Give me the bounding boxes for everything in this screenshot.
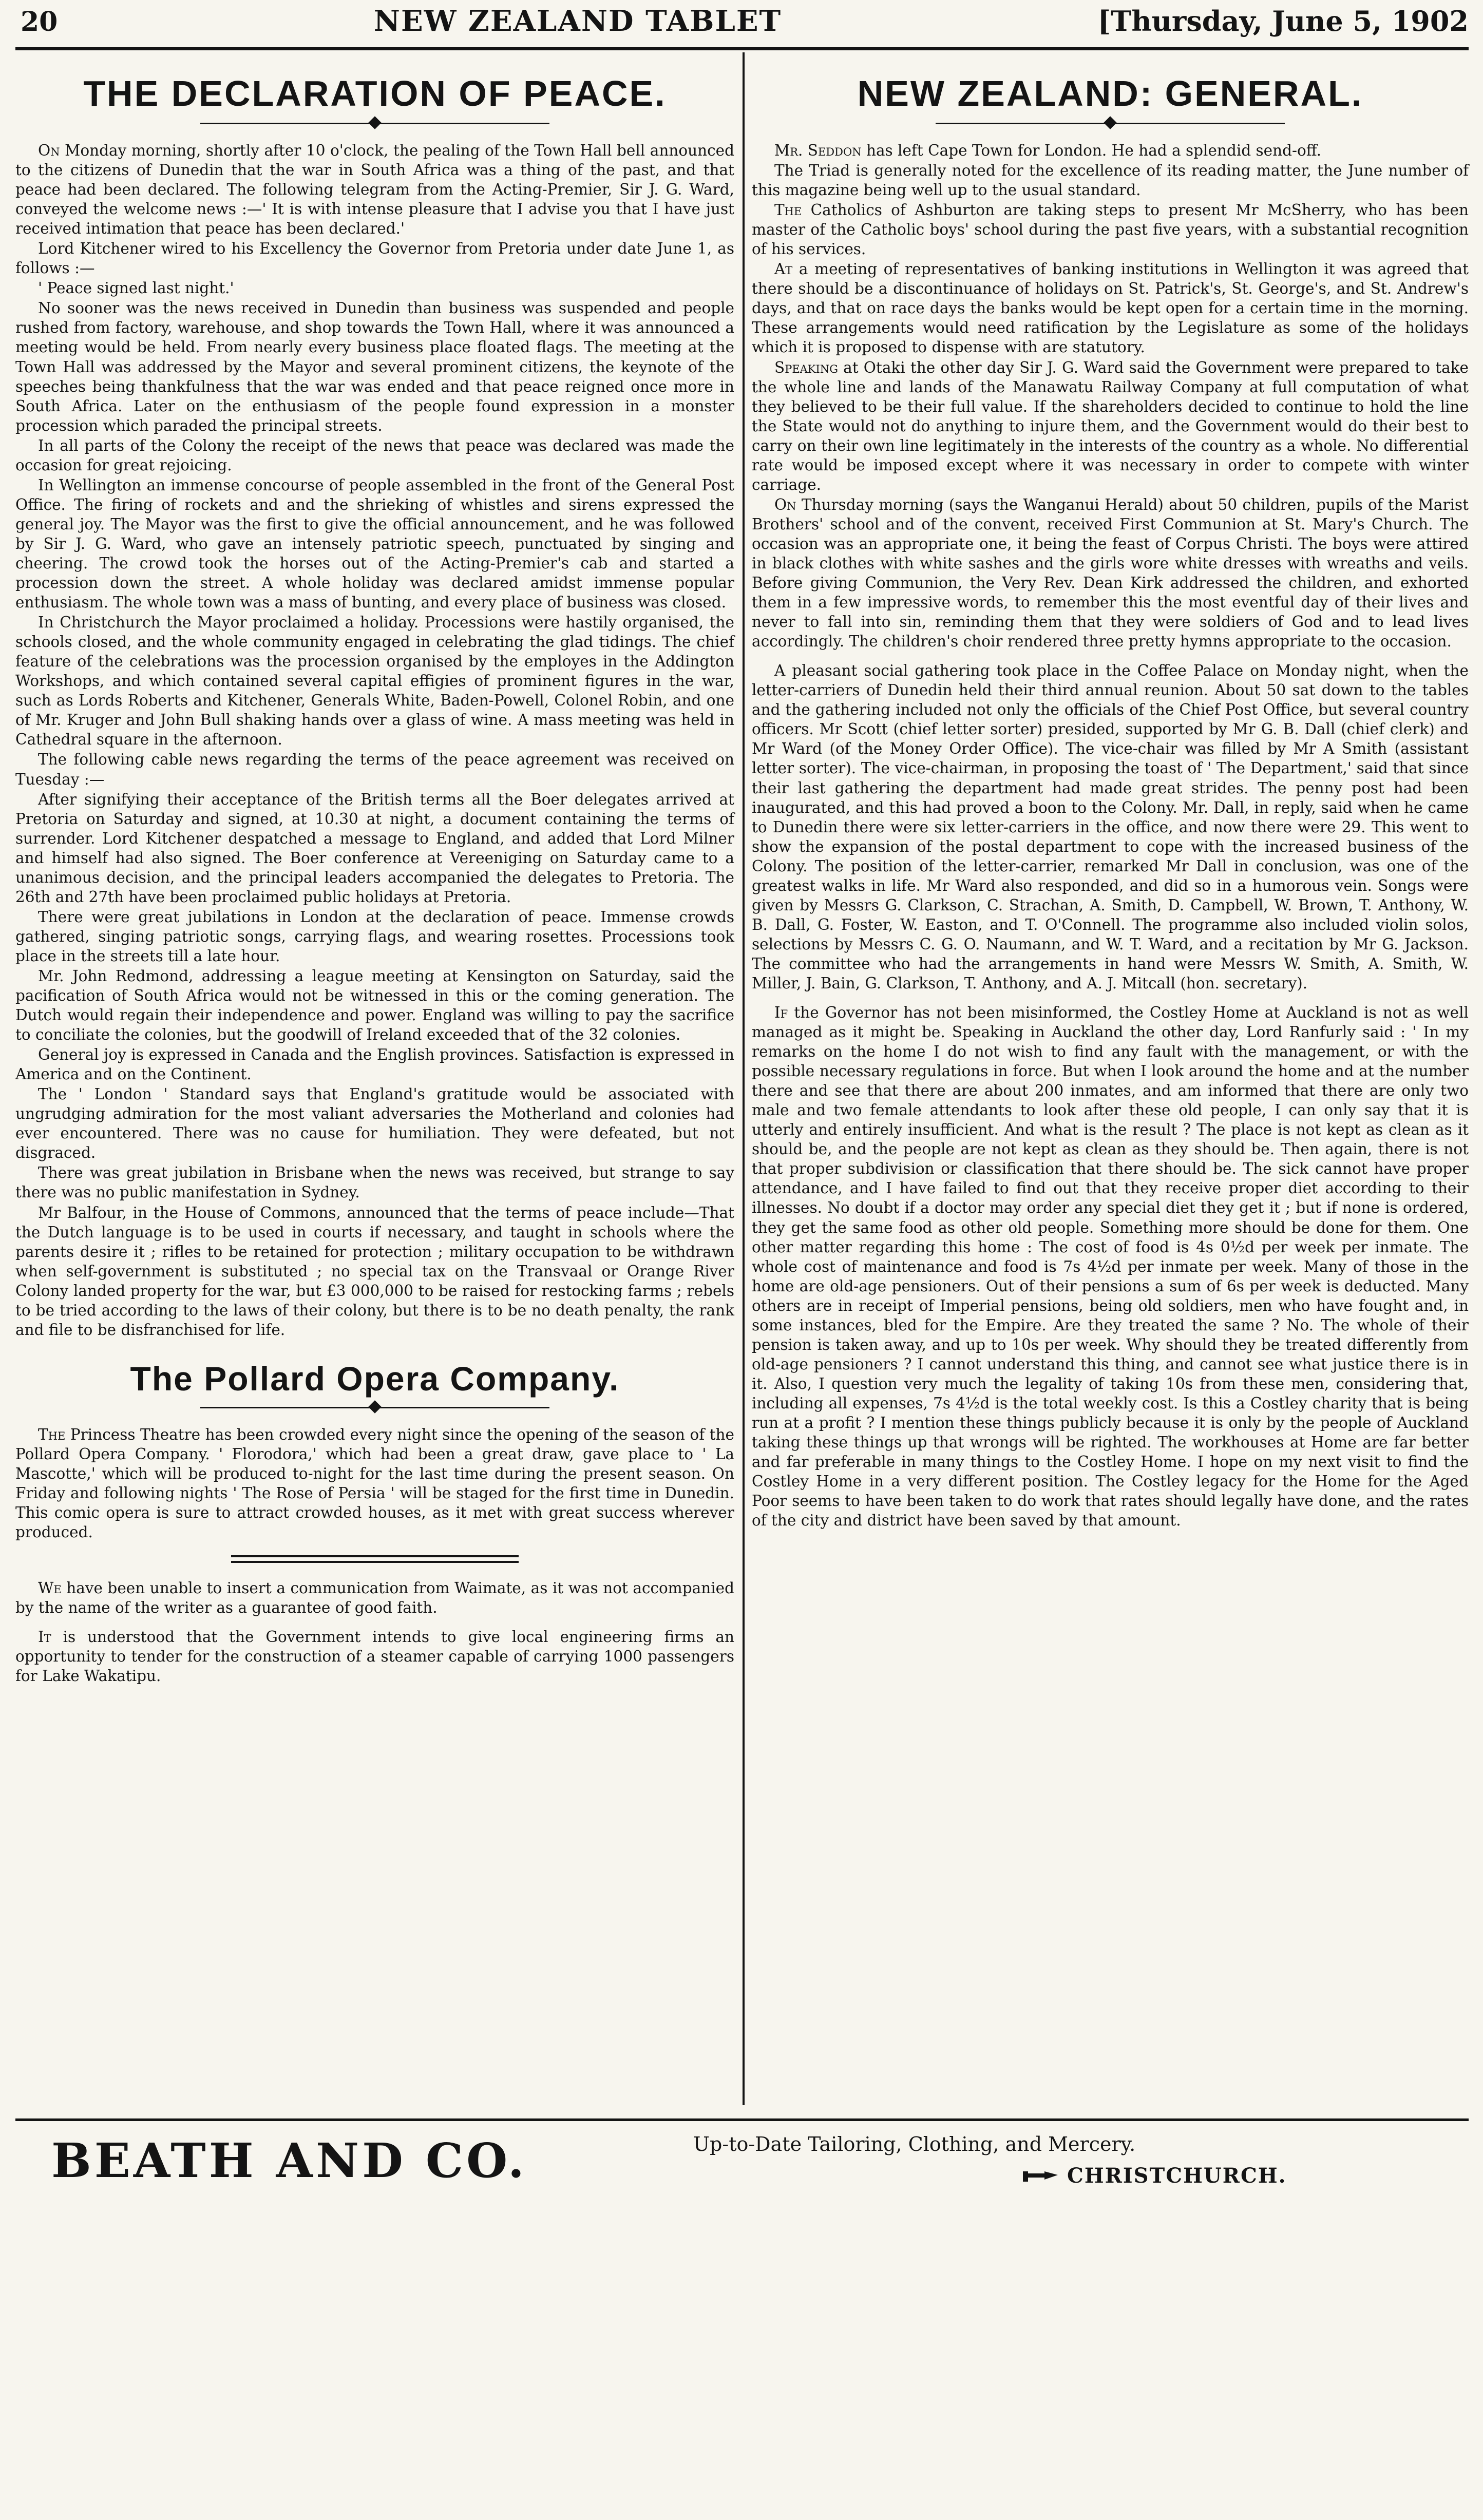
header-rule	[15, 47, 1469, 50]
article-paragraph: Mr Balfour, in the House of Commons, announced that the terms of peace include—That the Dutch language is to be used in courts if necessary, and taught in schools where the parents desire it ; rifles to be retained for protection ; military occupation to be withdrawn when self-government is substituted ; no special tax on the Transvaal or Orange River Colony landed property for the war, but £3 000,000 to be raised for restocking farms ; rebels to be tried according to the laws of their colony, but there is to be no death penalty, the rank and file to be disfranchised for life.	[15, 1204, 734, 1339]
article-paragraph: Mr. John Redmond, addressing a league meeting at Kensington on Saturday, said the pacification of South Africa would not be witnessed in this or the coming generation. The Dutch would regain their independence and power. England was willing to pay the sacrifice to conciliate the colonies, but the goodwill of Ireland exceeded that of the 32 colonies.	[15, 967, 734, 1044]
general-news	[752, 141, 1469, 1530]
advert-tagline: Up-to-Date Tailoring, Clothing, and Mercery.	[693, 2133, 1136, 2155]
running-header	[21, 4, 1469, 42]
article-paragraph: Mr. Seddon has left Cape Town for London. He had a splendid send-off.	[774, 142, 1322, 159]
issue-date: [Thursday, June 5, 1902	[1097, 5, 1469, 37]
column-divider	[743, 52, 745, 2105]
paragraph-lead: On	[38, 142, 60, 159]
paragraph-lead: We	[38, 1579, 62, 1597]
article-paragraph: The Triad is generally noted for the excellence of its reading matter, the June number of this magazine being well up to the usual standard.	[752, 162, 1469, 199]
article-paragraph: The Princess Theatre has been crowded every night since the opening of the season of the Pollard Opera Company. ' Florodora,' which had been a great draw, gave place to ' La Mascotte,' which will be produced to-night for the last time during the present season. On Friday and following nights ' The Rose of Persia ' will be staged for the first time in Dunedin. This comic opera is sure to attract crowded houses, as it met with great success wherever produced.	[15, 1425, 734, 1541]
section-divider	[231, 1555, 519, 1563]
article-paragraph: The Catholics of Ashburton are taking steps to present Mr McSherry, who has been master of the Catholic boys' school during the past five years, with a substantial recognition of his services.	[752, 201, 1469, 258]
article-paragraph: General joy is expressed in Canada and the English provinces. Satisfaction is expressed in America and on the Continent.	[15, 1046, 734, 1083]
peace-headline: THE DECLARATION OF PEACE.	[83, 73, 667, 113]
advert-brand: BEATH AND CO.	[51, 2133, 527, 2188]
left-column	[15, 53, 734, 1689]
paragraph-lead: Mr. Seddon	[774, 142, 862, 159]
publication-title: NEW ZEALAND TABLET	[373, 4, 782, 38]
paragraph-lead: Speaking	[774, 358, 838, 376]
paragraph-lead: If	[774, 1004, 788, 1022]
paragraph-gap	[752, 652, 1469, 661]
article-paragraph: Speaking at Otaki the other day Sir J. G. Ward said the Government were prepared to take the whole line and lands of the Manawatu Railway Company at full computation of what they believed to be their full value. If the shareholders decided to continue to hold the line the State would not do anything to injure them, and the Government would do their best to carry on their own line legitimately in the interests of the country as a whole. No differential rate would be imposed except where it was necessary in order to compete with winter carriage.	[752, 358, 1469, 493]
article-paragraph: We have been unable to insert a communication from Waimate, as it was not accompanied by the name of the writer as a guarantee of good faith.	[15, 1579, 734, 1617]
opera-headline: The Pollard Opera Company.	[130, 1359, 620, 1398]
article-paragraph: The ' London ' Standard says that England's gratitude would be associated with ungrudging admiration for the most valiant adversaries the Motherland and colonies had ever encountered. There was no cause for humiliation. They were defeated, but not disgraced.	[15, 1085, 734, 1162]
article-paragraph: On Monday morning, shortly after 10 o'clock, the pealing of the Town Hall bell announced to the citizens of Dunedin that the war in South Africa was a thing of the past, and that peace had been declared. The following telegram from the Acting-Premier, Sir J. G. Ward, conveyed the welcome news :—' It is with intense pleasure that I advise you that I have just received intimation that peace has been declared.'	[15, 142, 734, 238]
article-paragraph: A pleasant social gathering took place in the Coffee Palace on Monday night, when the letter-carriers of Dunedin held their third annual reunion. About 50 sat down to the tables and the gathering included not only the officials of the Chief Post Office, but several country officers. Mr Scott (chief letter sorter) presided, supported by Mr G. B. Dall (chief clerk) and Mr Ward (of the Money Order Office). The vice-chair was filled by Mr A Smith (assistant letter sorter). The vice-chairman, in proposing the toast of ' The Department,' said that since their last gathering the department had made great strides. The penny post had been inaugurated, and this had proved a boon to the Colony. Mr. Dall, in reply, said when he came to Dunedin there were six letter-carriers in the office, and now there were 29. This went to show the expansion of the postal department to cope with the increased business of the Colony. The position of the letter-carrier, remarked Mr Dall in conclusion, was one of the greatest walks in life. Mr Ward also responded, and did so in a humorous vein. Songs were given by Messrs G. Clarkson, C. Strachan, A. Smith, D. Campbell, W. Brown, T. Anthony, W. B. Dall, G. Foster, W. Easton, and T. O'Connell. The programme also included violin solos, selections by Messrs C. G. O. Naumann, and W. T. Ward, and a recitation by Mr G. Jackson. The committee who had the arrangements in hand were Messrs W. Smith, A. Smith, W. Miller, J. Bain, G. Clarkson, T. Anthony, and A. J. Mitcall (hon. secretary).	[752, 662, 1469, 992]
article-paragraph: In Christchurch the Mayor proclaimed a holiday. Processions were hastily organised, the schools closed, and the whole community engaged in celebrating the glad tidings. The chief feature of the celebrations was the procession organised by the employes in the Addington Workshops, and which contained several capital effigies of prominent figures in the war, such as Lords Roberts and Kitchener, Generals White, Baden-Powell, Colonel Robin, and one of Mr. Kruger and John Bull shaking hands over a glass of wine. A mass meeting was held in Cathedral square in the afternoon.	[15, 614, 734, 749]
headline-ornament	[936, 116, 1285, 131]
paragraph-lead: The	[38, 1425, 66, 1443]
article-paragraph: In Wellington an immense concourse of people assembled in the front of the General Post Office. The firing of rockets and and the shrieking of whistles and sirens expressed the general joy. The Mayor was the first to give the official announcement, and he was followed by Sir J. G. Ward, who gave an intensely patriotic speech, punctuated by singing and cheering. The crowd took the horses out of the Acting-Premier's cab and started a procession down the street. A whole holiday was declared amidst immense popular enthusiasm. The whole town was a mass of bunting, and every place of business was closed.	[15, 476, 734, 612]
article-paragraph: In all parts of the Colony the receipt of the news that peace was declared was made the occasion for great rejoicing.	[15, 436, 734, 474]
footer-rule	[15, 2118, 1469, 2121]
page-number: 20	[21, 6, 58, 37]
article-paragraph: If the Governor has not been misinformed, the Costley Home at Auckland is not as well managed as it might be. Speaking in Auckland the other day, Lord Ranfurly said : ' In my remarks on the home I do not wish to find any fault with the management, or with the possible necessary regulations in force. But when I look around the home and at the number there and see that there are about 200 inmates, and am informed that there are only two male and two female attendants to look after these old people, I can only say that it is utterly and entirely insufficient. And what is the result ? The place is not kept as clean as it should be, and the people are not kept as clean as they should be. Then again, there is not that proper subdivision or classification that there should be. The sick cannot have proper attendance, and I have failed to find out that they receive proper diet according to their illnesses. No doubt if a doctor may order any special diet they get it ; but if none is ordered, they get the same food as other old people. Something more should be done for them. One other matter regarding this home : The cost of food is 4s 0½d per week per inmate. The whole cost of maintenance and food is 7s 4½d per inmate per week. Many of those in the home are old-age pensioners. Out of their pensions a sum of 6s per week is deducted. Many others are in receipt of Imperial pensions, being old soldiers, men who have fought and, in some instances, bled for the Empire. Are they treated the same ? No. The whole of their pension is taken away, and up to 10s per week. Why should they be treated differently from old-age pensioners ? I cannot understand this thing, and cannot see what justice there is in it. Also, I question very much the legality of taking 10s from these men, considering that, including all expenses, 7s 4½d is the total weekly cost. Is this a Costley charity that is being run at a profit ? I mention these things publicly because it is only by the people of Auckland taking these things up that wrongs will be righted. The workhouses at Home are far better and far preferable in many things to the Costley Home. I hope on my next visit to find the Costley Home in a very different position. The Costley legacy for the Home for the Aged Poor seems to have been taken to do work that rates should legally have done, and the rates of the city and district have been saved by that amount.	[752, 1004, 1469, 1530]
general-headline: NEW ZEALAND: GENERAL.	[857, 73, 1363, 113]
headline-ornament	[200, 116, 549, 131]
article-paragraph: ' Peace signed last night.'	[38, 279, 234, 297]
right-column	[752, 53, 1469, 1533]
article-paragraph: Lord Kitchener wired to his Excellency the Governor from Pretoria under date June 1, as follows :—	[15, 240, 734, 277]
article-paragraph: At a meeting of representatives of banking institutions in Wellington it was agreed that there should be a discontinuance of holidays on St. Patrick's, St. George's, and St. Andrew's days, and that on race days the banks would be kept open for a certain time in the morning. These arrangements would need ratification by the Legislature as some of the holidays which it is proposed to dispense with are statutory.	[752, 260, 1469, 356]
article-paragraph: It is understood that the Government intends to give local engineering firms an opportunity to tender for the construction of a steamer capable of carrying 1000 passengers for Lake Wakatipu.	[15, 1628, 734, 1685]
article-paragraph: There were great jubilations in London at the declaration of peace. Immense crowds gathered, singing patriotic songs, carrying flags, and wearing rosettes. Processions took place in the streets till a late hour.	[15, 908, 734, 965]
paragraph-gap	[15, 1618, 734, 1627]
advertisement	[15, 2129, 1469, 2196]
paragraph-lead: The	[774, 201, 802, 219]
headline-ornament	[200, 1400, 549, 1416]
paragraph-gap	[752, 994, 1469, 1003]
article-paragraph: No sooner was the news received in Dunedin than business was suspended and people rushed from factory, warehouse, and shop towards the Town Hall, where it was announced a meeting would be held. From nearly every business place floated flags. The meeting at the Town Hall was addressed by the Mayor and several prominent citizens, the keynote of the speeches being thankfulness that the war was ended and that peace reigned once more in South Africa. Later on the enthusiasm of the people found expression in a monster procession which paraded the principal streets.	[15, 299, 734, 434]
peace-article	[15, 141, 734, 1340]
paragraph-lead: At	[774, 260, 793, 278]
article-paragraph: After signifying their acceptance of the British terms all the Boer delegates arrived at Pretoria on Saturday and signed, at 10.30 at night, a document containing the terms of surrender. Lord Kitchener despatched a message to England, and added that Lord Milner and himself had also signed. The Boer conference at Vereeniging on Saturday came to a unanimous decision, and the principal leaders accompanied the delegates to Pretoria. The 26th and 27th have been proclaimed public holidays at Pretoria.	[15, 790, 734, 906]
article-paragraph: On Thursday morning (says the Wanganui Herald) about 50 children, pupils of the Marist Brothers' school and of the convent, received First Communion at St. Mary's Church. The occasion was an appropriate one, it being the feast of Corpus Christi. The boys were attired in black clothes with white sashes and the girls wore white dresses with wreaths and veils. Before giving Communion, the Very Rev. Dean Kirk addressed the children, and exhorted them in a few impressive words, to remember this the most eventful day of their lives and never to fall into sin, reminding them that they were soldiers of God and to lead lives accordingly. The children's choir rendered three pretty hymns appropriate to the occasion.	[752, 495, 1469, 651]
notices	[15, 1578, 734, 1686]
advert-city-line	[1022, 2164, 1287, 2188]
pointing-hand-icon	[1022, 2168, 1060, 2184]
article-paragraph: There was great jubilation in Brisbane when the news was received, but strange to say there was no public manifestation in Sydney.	[15, 1164, 734, 1201]
opera-article	[15, 1425, 734, 1542]
article-paragraph: The following cable news regarding the terms of the peace agreement was received on Tuesday :—	[15, 751, 734, 788]
advert-city: CHRISTCHURCH.	[1067, 2164, 1287, 2188]
paragraph-lead: It	[38, 1628, 51, 1646]
paragraph-lead: On	[774, 495, 796, 513]
